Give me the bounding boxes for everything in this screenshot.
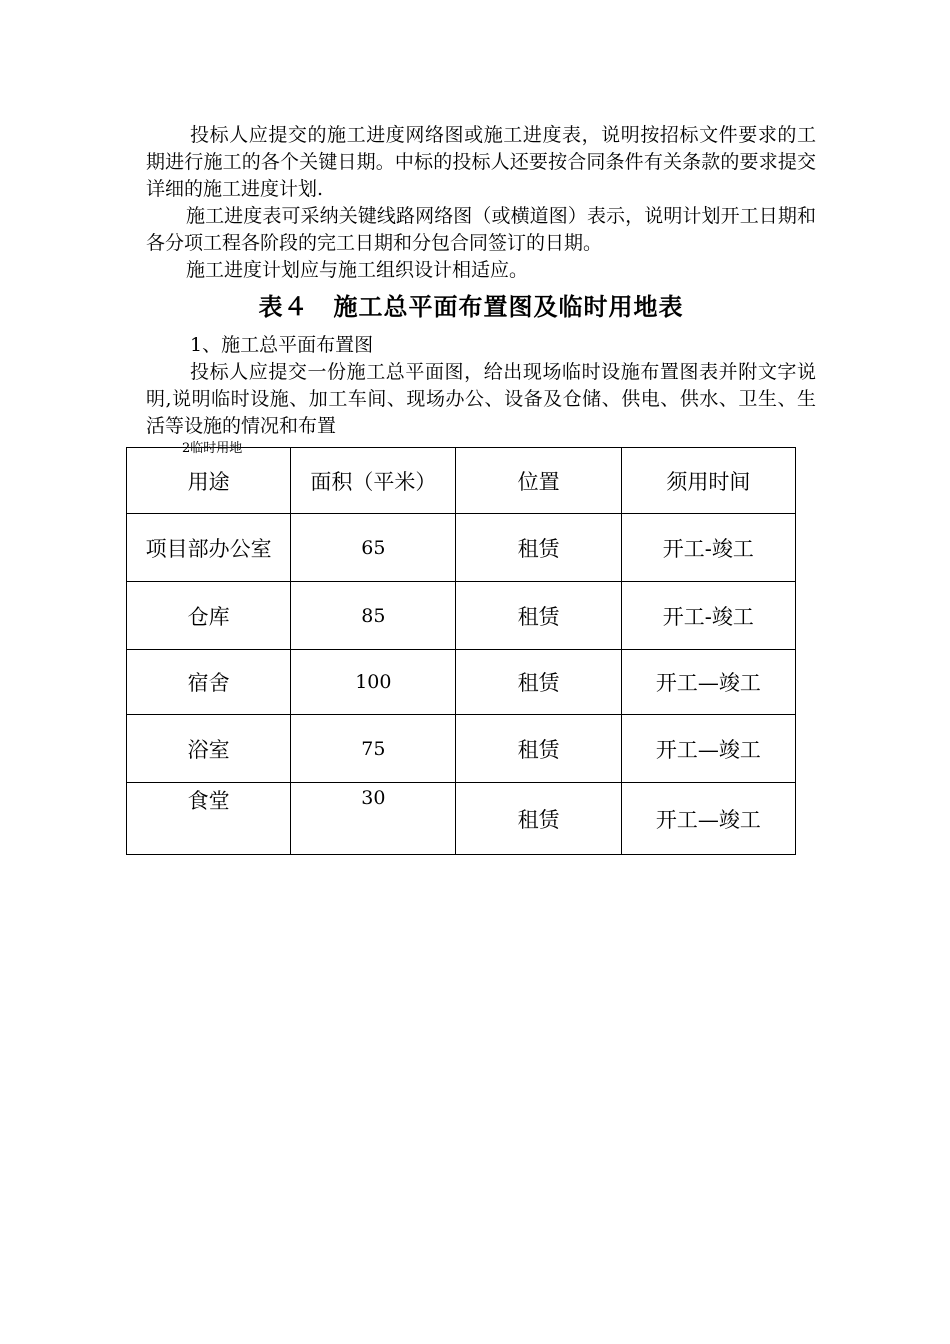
cell-duration: 开工-竣工 — [621, 514, 795, 582]
cell-usage: 仓库 — [127, 582, 291, 650]
temporary-land-caption: 2临时用地 — [182, 441, 243, 456]
cell-usage: 浴室 — [127, 715, 291, 783]
header-area: 面积（平米） — [291, 448, 456, 514]
section-1-body: 投标人应提交一份施工总平面图，给出现场临时设施布置图表并附文字说明,说明临时设施、加工车间、现场办公、设备及仓储、供电、供水、卫生、生活等设施的情况和布置 — [146, 361, 816, 437]
table-4-heading: 表４ 施工总平面布置图及临时用地表 — [258, 293, 684, 321]
section-1-title: 1、施工总平面布置图 — [190, 334, 374, 356]
cell-area: 100 — [291, 650, 456, 715]
cell-duration: 开工—竣工 — [621, 715, 795, 783]
header-usage: 用途 — [127, 448, 291, 514]
table-row — [127, 582, 796, 650]
cell-duration: 开工-竣工 — [621, 582, 795, 650]
paragraph-progress-network: 投标人应提交的施工进度网络图或施工进度表，说明按招标文件要求的工期进行施工的各个关键日期。中标的投标人还要按合同条件有关条款的要求提交详细的施工进度计划. — [146, 124, 816, 200]
cell-location: 租赁 — [456, 650, 621, 715]
header-location: 位置 — [456, 448, 621, 514]
table-row — [127, 650, 796, 715]
cell-location: 租赁 — [456, 715, 621, 783]
paragraph-progress-plan: 施工进度计划应与施工组织设计相适应。 — [186, 259, 529, 281]
cell-usage: 项目部办公室 — [127, 514, 291, 582]
table-row — [127, 514, 796, 582]
cell-location: 租赁 — [456, 514, 621, 582]
cell-area: 65 — [291, 514, 456, 582]
document-body — [146, 122, 816, 458]
cell-area: 85 — [291, 582, 456, 650]
cell-duration: 开工—竣工 — [621, 650, 795, 715]
temporary-land-table — [126, 447, 796, 855]
header-duration: 须用时间 — [621, 448, 795, 514]
table-row — [127, 783, 796, 855]
cell-duration: 开工—竣工 — [621, 783, 795, 855]
cell-location: 租赁 — [456, 783, 621, 855]
cell-location: 租赁 — [456, 582, 621, 650]
cell-usage: 食堂 — [127, 783, 291, 855]
cell-usage: 宿舍 — [127, 650, 291, 715]
paragraph-progress-table: 施工进度表可采纳关键线路网络图（或横道图）表示，说明计划开工日期和各分项工程各阶段的完工日期和分包合同签订的日期。 — [146, 205, 816, 254]
table-row — [127, 715, 796, 783]
cell-area: 30 — [291, 783, 456, 855]
table-header-row — [127, 448, 796, 514]
cell-area: 75 — [291, 715, 456, 783]
